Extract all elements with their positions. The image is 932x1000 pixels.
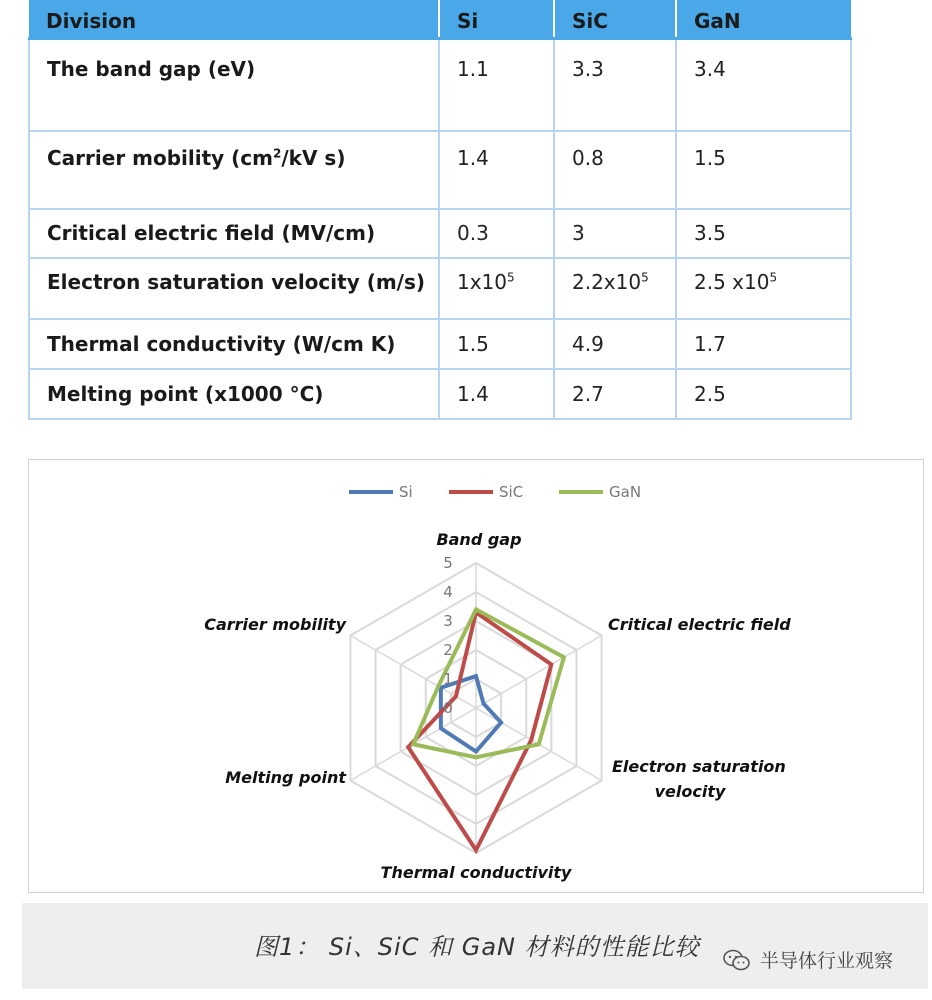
row-label — [29, 131, 439, 209]
cell-sic: 3 — [554, 209, 676, 258]
axis-label: velocity — [654, 782, 726, 801]
table-row — [29, 369, 851, 419]
caption-bar — [22, 903, 928, 989]
axis-label: Thermal conductivity — [380, 863, 572, 882]
table-row — [29, 319, 851, 369]
axis-label: Band gap — [436, 530, 522, 549]
table-row — [29, 258, 851, 319]
row-label: Melting point (x1000 °C) — [29, 369, 439, 419]
header-division: Division — [29, 0, 439, 38]
legend-label: Si — [399, 483, 413, 501]
cell-si: 0.3 — [439, 209, 554, 258]
cell-gan: 1.7 — [676, 319, 851, 369]
row-label-part: /kV s) — [281, 146, 346, 170]
header-si: Si — [439, 0, 554, 38]
grid-spoke — [476, 636, 602, 709]
cell-sic: 0.8 — [554, 131, 676, 209]
table-header-row — [29, 0, 851, 38]
wechat-icon — [722, 948, 752, 972]
properties-table — [28, 0, 852, 420]
cell-si: 1.1 — [439, 38, 554, 131]
cell-sic: 2.7 — [554, 369, 676, 419]
cell-gan — [676, 258, 851, 319]
cell-si: 1.5 — [439, 319, 554, 369]
watermark-text: 半导体行业观察 — [760, 950, 894, 972]
radar-chart — [29, 460, 925, 894]
cell-si — [439, 258, 554, 319]
cell-exponent: 5 — [507, 270, 515, 285]
row-label-part: Carrier mobility (cm — [47, 146, 274, 170]
cell-base: 2.5 x10 — [694, 270, 770, 294]
table-row — [29, 131, 851, 209]
tick-label: 2 — [443, 641, 453, 659]
cell-sic: 3.3 — [554, 38, 676, 131]
legend-label: SiC — [499, 483, 524, 501]
cell-gan: 3.4 — [676, 38, 851, 131]
properties-table-wrapper — [28, 0, 850, 420]
cell-gan: 3.5 — [676, 209, 851, 258]
header-gan: GaN — [676, 0, 851, 38]
figure-caption: 图1： Si、SiC 和 GaN 材料的性能比较 — [254, 933, 700, 961]
row-label: Critical electric field (MV/cm) — [29, 209, 439, 258]
legend-label: GaN — [609, 483, 642, 501]
tick-label: 5 — [443, 554, 453, 572]
table-row — [29, 209, 851, 258]
axis-label: Electron saturation — [612, 757, 786, 776]
header-sic: SiC — [554, 0, 676, 38]
cell-si: 1.4 — [439, 131, 554, 209]
cell-sic — [554, 258, 676, 319]
axis-label: Carrier mobility — [204, 615, 346, 634]
axis-label: Melting point — [225, 768, 346, 787]
tick-label: 0 — [443, 699, 453, 717]
row-label: The band gap (eV) — [29, 38, 439, 131]
axis-label: Critical electric field — [608, 615, 791, 634]
row-label: Thermal conductivity (W/cm K) — [29, 319, 439, 369]
radar-chart-panel — [28, 459, 924, 893]
cell-sic: 4.9 — [554, 319, 676, 369]
cell-si: 1.4 — [439, 369, 554, 419]
watermark — [722, 946, 893, 973]
cell-base: 2.2x10 — [572, 270, 642, 294]
cell-gan: 1.5 — [676, 131, 851, 209]
tick-label: 1 — [443, 670, 453, 688]
cell-exponent: 5 — [641, 270, 649, 285]
cell-exponent: 5 — [769, 270, 778, 285]
tick-label: 4 — [443, 583, 453, 601]
row-label-superscript: 2 — [273, 146, 282, 161]
tick-label: 3 — [443, 612, 453, 630]
row-label: Electron saturation velocity (m/s) — [29, 258, 439, 319]
cell-gan: 2.5 — [676, 369, 851, 419]
cell-base: 1x10 — [457, 270, 508, 294]
table-row — [29, 38, 851, 131]
